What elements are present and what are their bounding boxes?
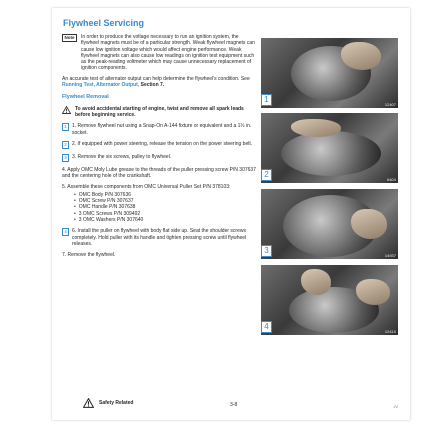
figure-1-photo bbox=[261, 38, 398, 108]
step-2-figure-ref: 2 bbox=[62, 141, 69, 149]
step-2-text: 2. If equipped with power steering, release the tension on the power steering belt. bbox=[72, 140, 253, 147]
figure-2-photo bbox=[261, 113, 398, 183]
corner-mark: JV bbox=[393, 404, 398, 409]
list-item: • 3 OMC Washers P/N 307640 bbox=[74, 217, 258, 223]
step-6 bbox=[62, 228, 258, 247]
step-6-figure-ref: 4 bbox=[62, 228, 69, 236]
note-text: In order to produce the voltage necessary to run an ignition system, the flywheel magnets must be of a particular strength. Weak flywheel magnets can cause low ignition voltage which would affect engine performance. Weak flywheel magnets can also cause low readings on ignition test equipment such as the peak-reading voltmeter which may cause unnecessary replacement of ignition components. bbox=[81, 34, 255, 72]
page-title: Flywheel Servicing bbox=[63, 18, 145, 28]
list-item: • OMC Body P/N 307636 bbox=[74, 192, 258, 198]
parts-list bbox=[74, 192, 258, 223]
step-1-figure-ref: 1 bbox=[62, 123, 69, 131]
list-item: • OMC Handle P/N 307638 bbox=[74, 204, 258, 210]
figure-2-number: 2 bbox=[261, 169, 272, 181]
step-4-text: 4. Apply OMC Moly Lube grease to the threads of the puller pressing screw P/N 307637 and the centering hole of the crankshaft. bbox=[62, 166, 256, 180]
step-3-text: 3. Remove the six screws, pulley to flywheel. bbox=[72, 153, 172, 160]
note-label: Note bbox=[62, 34, 77, 42]
step-7-text: 7. Remove the flywheel. bbox=[62, 252, 116, 259]
step-1 bbox=[62, 123, 258, 136]
step-3 bbox=[62, 154, 258, 162]
warning-icon bbox=[62, 106, 71, 114]
figure-4-photo bbox=[261, 265, 398, 335]
figure-1-number: 1 bbox=[261, 94, 272, 106]
running-test-link[interactable]: Running Test, Alternator Output, bbox=[62, 82, 140, 89]
list-item: • OMC Screw P/N 307637 bbox=[74, 198, 258, 204]
list-item: • 3 OMC Screws P/N 309492 bbox=[74, 211, 258, 217]
accurate-test-paragraph bbox=[62, 76, 258, 89]
text-column bbox=[62, 34, 258, 263]
section-subheading: Flywheel Removal bbox=[62, 94, 109, 101]
step-3-figure-ref: 3 bbox=[62, 154, 69, 162]
accurate-test-text: An accurate test of alternator output can help determine the flywheel's condition. See bbox=[62, 75, 250, 82]
figure-4-code: 12410 bbox=[384, 329, 396, 334]
safety-related-label: Safety Related bbox=[99, 400, 134, 406]
figure-3-photo bbox=[261, 189, 398, 259]
safety-related-legend bbox=[83, 398, 133, 408]
note-block bbox=[62, 34, 258, 72]
step-1-text: 1. Remove flywheel nut using a Snap-On A-144 fixture or equivalent and a 1½ in. socket. bbox=[72, 123, 252, 136]
step-2 bbox=[62, 141, 258, 149]
step-5-text: 5. Assemble these components from OMC Universal Puller Set P/N 378103: bbox=[62, 184, 231, 191]
manual-page bbox=[52, 8, 410, 420]
step-6-text: 6. Install the puller on flywheel with body flat side up. Seat the shoulder screws completely. Hold puller with its handle and tighten pressing screw until flywheel releases. bbox=[72, 228, 247, 247]
page-number: 3-8 bbox=[230, 402, 238, 408]
warning-icon bbox=[83, 398, 94, 408]
section-ref: Section 7. bbox=[139, 82, 165, 89]
figure-3-code: 14937 bbox=[384, 253, 396, 258]
figure-4-number: 4 bbox=[261, 321, 272, 333]
warning-block bbox=[62, 106, 258, 119]
figure-2-code: 6404 bbox=[387, 177, 396, 182]
figure-1-code: 12407 bbox=[384, 102, 396, 107]
warning-text: To avoid accidental starting of engine, twist and remove all spark leads before beginning service. bbox=[75, 105, 244, 118]
figure-3-number: 3 bbox=[261, 245, 272, 257]
